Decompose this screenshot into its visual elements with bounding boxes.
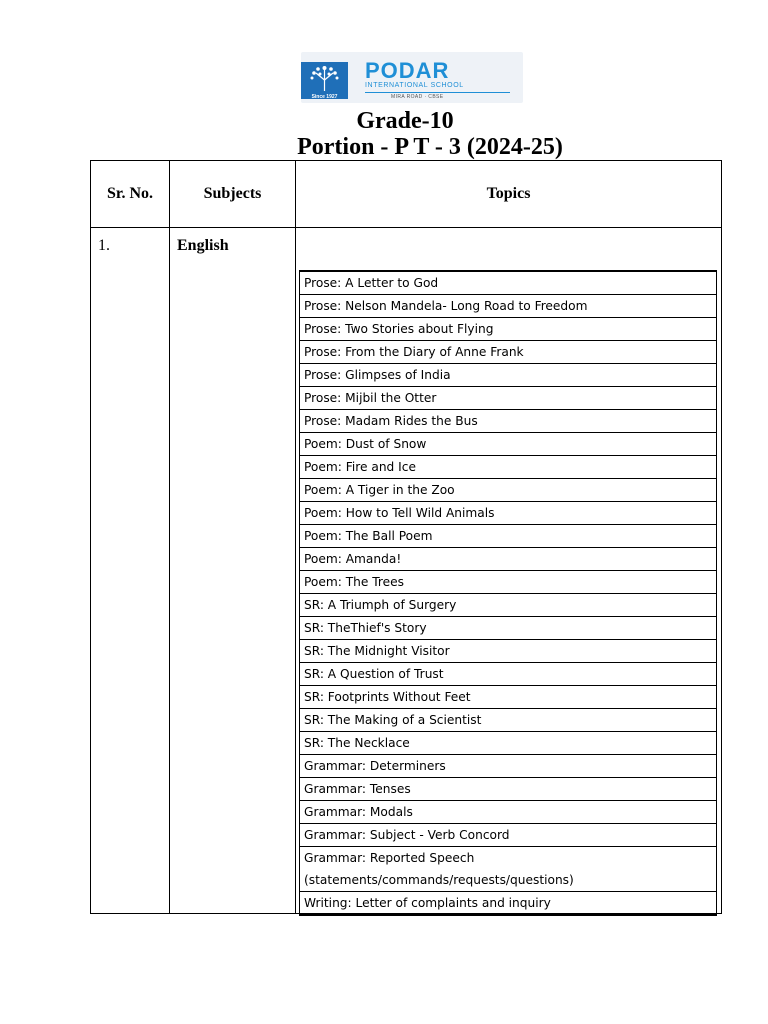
topic-row: Poem: The Ball Poem (300, 524, 716, 547)
topic-row: Grammar: Modals (300, 800, 716, 823)
topic-row: Grammar: Tenses (300, 777, 716, 800)
brand-name: PODAR (365, 58, 450, 83)
column-divider (169, 161, 170, 913)
topic-row: SR: The Making of a Scientist (300, 708, 716, 731)
topic-row: Poem: Amanda! (300, 547, 716, 570)
topic-row: Poem: A Tiger in the Zoo (300, 478, 716, 501)
topic-row: Prose: Madam Rides the Bus (300, 409, 716, 432)
header-divider (91, 227, 721, 228)
topic-row: SR: Footprints Without Feet (300, 685, 716, 708)
since-label: Since 1927 (311, 94, 338, 100)
header-topics: Topics (486, 185, 531, 202)
topic-row: Poem: How to Tell Wild Animals (300, 501, 716, 524)
topic-row: SR: The Necklace (300, 731, 716, 754)
logo-divider (365, 92, 510, 93)
topic-row: Prose: Mijbil the Otter (300, 386, 716, 409)
topic-row: Prose: From the Diary of Anne Frank (300, 340, 716, 363)
topic-row: Prose: A Letter to God (304, 276, 439, 290)
topic-row: Grammar: Subject - Verb Concord (300, 823, 716, 846)
portion-table (90, 160, 722, 914)
topic-row: Grammar: Reported Speech (statements/commands/requests/questions) (300, 846, 716, 891)
brand-location: MIRA ROAD · CBSE (391, 94, 444, 100)
column-divider (295, 161, 296, 913)
header-sr-no: Sr. No. (106, 185, 154, 202)
serial-number: 1. (98, 237, 110, 254)
topic-row: Poem: Dust of Snow (300, 432, 716, 455)
portion-title: Portion - P T - 3 (2024-25) (297, 134, 563, 160)
header-subjects: Subjects (203, 185, 262, 202)
subject-name: English (177, 237, 229, 254)
topic-row: SR: The Midnight Visitor (300, 639, 716, 662)
topic-row: SR: A Question of Trust (300, 662, 716, 685)
school-logo (301, 52, 523, 103)
topic-row: Poem: Fire and Ice (300, 455, 716, 478)
topic-row: Prose: Glimpses of India (300, 363, 716, 386)
topic-row: Grammar: Determiners (300, 754, 716, 777)
topic-row: SR: A Triumph of Surgery (300, 593, 716, 616)
topic-row: Prose: Nelson Mandela- Long Road to Freedom (300, 294, 716, 317)
topic-row: Prose: Two Stories about Flying (300, 317, 716, 340)
topic-row: SR: TheThief's Story (300, 616, 716, 639)
topic-row: Writing: Letter of complaints and inquiry (300, 891, 716, 914)
topics-list (299, 270, 717, 916)
grade-title: Grade-10 (356, 108, 454, 134)
topic-row: Poem: The Trees (300, 570, 716, 593)
brand-subtitle: INTERNATIONAL SCHOOL (365, 82, 464, 89)
